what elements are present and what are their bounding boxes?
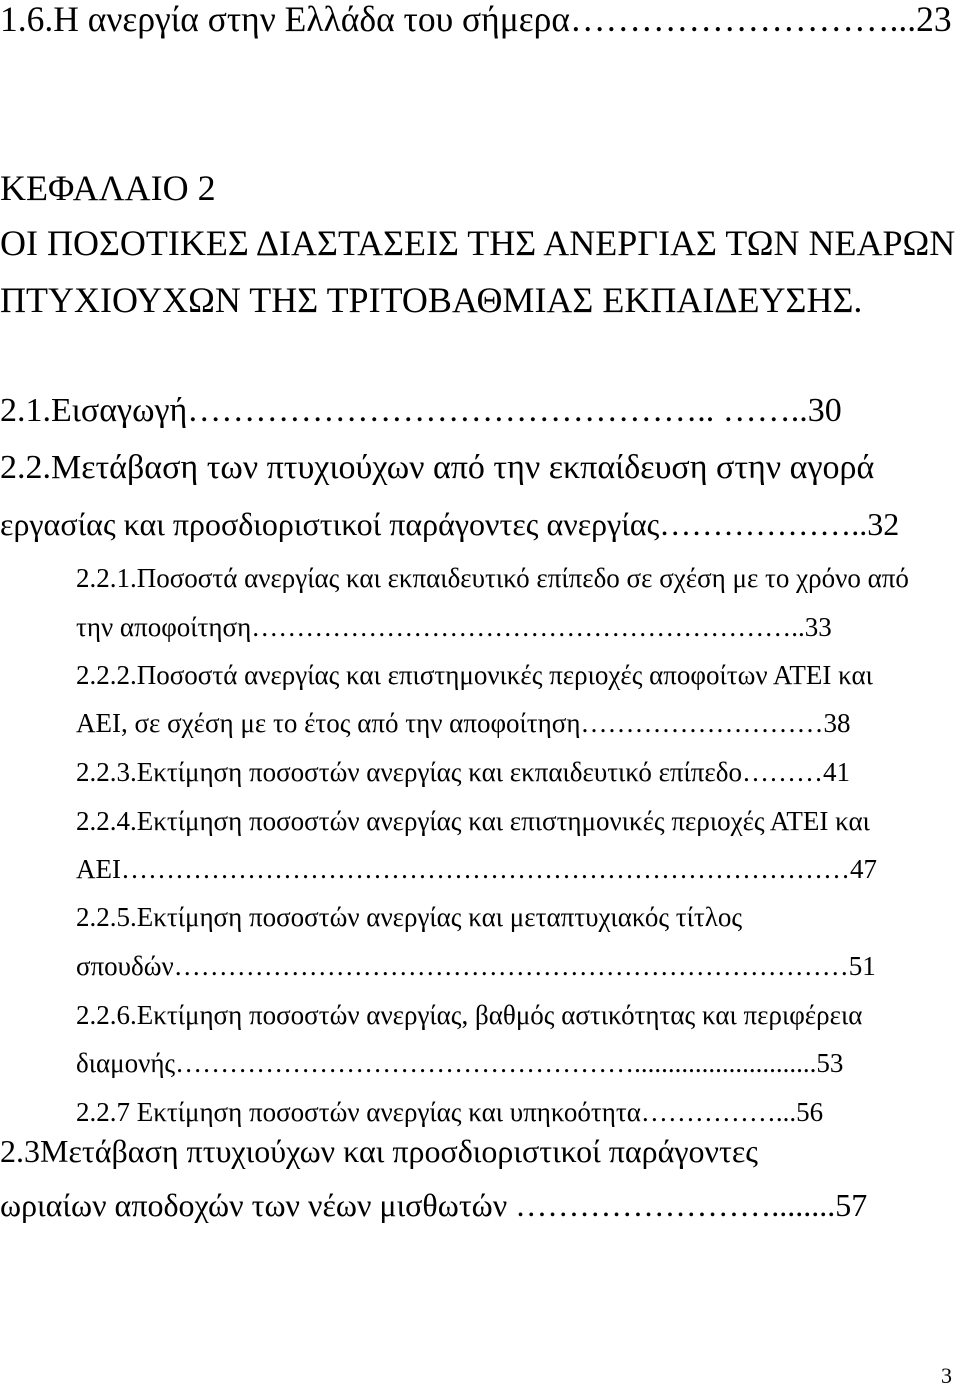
toc-entry-2-3-line-1: 2.3Μετάβαση πτυχιούχων και προσδιοριστικοί παράγοντες [0, 1133, 758, 1169]
chapter-title-line-1: ΟΙ ΠΟΣΟΤΙΚΕΣ ΔΙΑΣΤΑΣΕΙΣ ΤΗΣ ΑΝΕΡΓΙΑΣ ΤΩΝ ΝΕΑΡΩΝ [0, 223, 956, 263]
toc-entry-2-2-2-line-1: 2.2.2.Ποσοστά ανεργίας και επιστημονικές περιοχές αποφοίτων ΑΤΕΙ και [76, 660, 873, 690]
toc-entry-2-2-1-line-2: την αποφοίτηση……………………………………………………..33 [76, 612, 832, 642]
page-number: 3 [941, 1363, 952, 1388]
toc-entry-2-1: 2.1.Εισαγωγή……………………………………….. ……..30 [0, 392, 842, 429]
toc-entry-2-2-7: 2.2.7 Εκτίμηση ποσοστών ανεργίας και υπηκοότητα……………...56 [76, 1097, 824, 1127]
toc-entry-2-2-6-line-2: διαμονής……………………………………………...........................53 [76, 1048, 844, 1078]
toc-entry-2-2-6-line-1: 2.2.6.Εκτίμηση ποσοστών ανεργίας, βαθμός αστικότητας και περιφέρεια [76, 1000, 863, 1030]
toc-entry-2-2-2-line-2: ΑΕΙ, σε σχέση με το έτος από την αποφοίτηση………………………38 [76, 708, 851, 738]
chapter-label: ΚΕΦΑΛΑΙΟ 2 [0, 168, 216, 208]
toc-entry-2-2-4-line-2: ΑΕΙ………………………………………………………………………47 [76, 854, 877, 884]
toc-entry-2-3-line-2: ωριαίων αποδοχών των νέων μισθωτών ……………………........57 [0, 1187, 868, 1223]
toc-entry-2-2-3: 2.2.3.Εκτίμηση ποσοστών ανεργίας και εκπαιδευτικό επίπεδο………41 [76, 757, 850, 787]
toc-entry-2-2-line-2: εργασίας και προσδιοριστικοί παράγοντες ανεργίας………………..32 [0, 506, 900, 542]
chapter-title-line-2: ΠΤΥΧΙΟΥΧΩΝ ΤΗΣ ΤΡΙΤΟΒΑΘΜΙΑΣ ΕΚΠΑΙΔΕΥΣΗΣ. [0, 280, 863, 320]
toc-entry-2-2-4-line-1: 2.2.4.Εκτίμηση ποσοστών ανεργίας και επιστημονικές περιοχές ΑΤΕΙ και [76, 806, 870, 836]
toc-entry-2-2-line-1: 2.2.Μετάβαση των πτυχιούχων από την εκπαίδευση στην αγορά [0, 449, 875, 486]
toc-entry-1-6: 1.6.Η ανεργία στην Ελλάδα του σήμερα………………………...23 [0, 0, 952, 39]
toc-entry-2-2-5-line-2: σπουδών…………………………………………………………………51 [76, 951, 876, 981]
toc-entry-2-2-1-line-1: 2.2.1.Ποσοστά ανεργίας και εκπαιδευτικό επίπεδο σε σχέση με το χρόνο από [76, 563, 909, 593]
toc-entry-2-2-5-line-1: 2.2.5.Εκτίμηση ποσοστών ανεργίας και μεταπτυχιακός τίτλος [76, 902, 743, 932]
